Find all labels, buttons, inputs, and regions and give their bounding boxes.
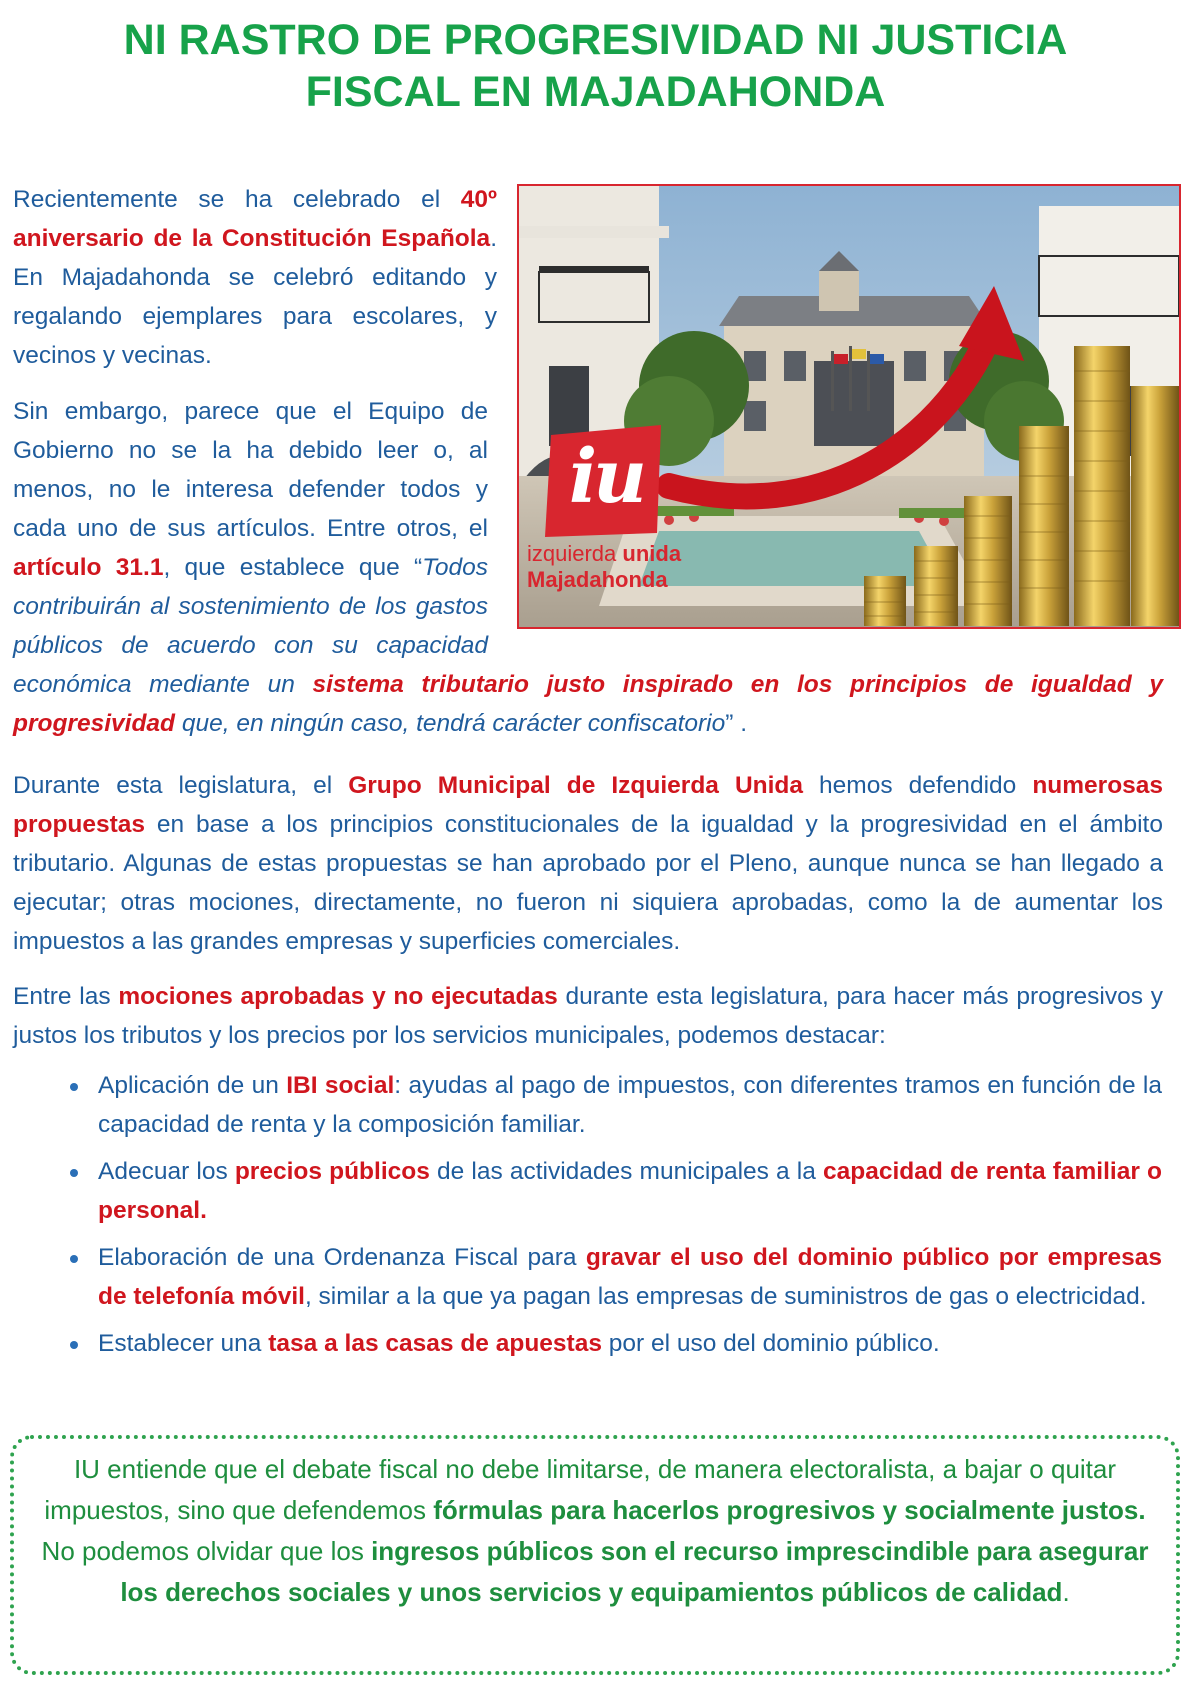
photo-float-spacer [488, 392, 1163, 628]
page-title [0, 14, 1191, 118]
motions-text-2: durante esta legislatura, para hacer más progresivos y justos los tributos y los precios por los servicios municipales, podemos destacar: [13, 983, 1163, 1049]
motions-highlight: mociones aprobadas y no ejecutadas [118, 983, 558, 1010]
list-item: Aplicación de un IBI social: ayudas al pago de impuestos, con diferentes tramos en función de la capacidad de renta y la composición familiar. [66, 1066, 1162, 1144]
paragraph-proposals [13, 766, 1163, 961]
proposals-highlight: numerosas propuestas [13, 772, 1164, 838]
motions-text-1: Entre las [13, 983, 119, 1010]
callout-highlight-1: fórmulas para hacerlos progresivos y socialmente justos. [433, 1495, 1146, 1525]
intro-text-1: Recientemente se ha celebrado el [13, 186, 461, 213]
article-text-3: ” . [725, 710, 748, 737]
callout-highlight-2: ingresos públicos son el recurso imprescindible para asegurar los derechos sociales y unos servicios y equipamientos públicos de calidad [120, 1536, 1149, 1607]
bullet-icon [70, 1341, 78, 1349]
logo-word-izquierda: izquierda [527, 541, 623, 566]
conclusion-callout [10, 1435, 1180, 1675]
callout-text-1: IU entiende que el debate fiscal no debe limitarse, de manera electoralista, a bajar o quitar impuestos, sino que defendemos [44, 1454, 1117, 1525]
title-line-1: NI RASTRO DE PROGRESIVIDAD NI JUSTICIA [123, 16, 1068, 64]
article-quote-highlight: sistema tributario justo inspirado en los principios de igualdad y progresividad [13, 671, 1163, 737]
list-item: Adecuar los precios públicos de las actividades municipales a la capacidad de renta familiar o personal. [66, 1152, 1162, 1230]
intro-text-2: . En Majadahonda se celebró editando y regalando ejemplares para escolares, y vecinos y vecinas. [13, 225, 497, 369]
logo-word-majadahonda: Majadahonda [527, 567, 668, 592]
title-line-2: FISCAL EN MAJADAHONDA [305, 68, 886, 116]
list-item: Elaboración de una Ordenanza Fiscal para gravar el uso del dominio público por empresas de telefonía móvil, similar a la que ya pagan las empresas de suministros de gas o electricidad. [66, 1238, 1162, 1316]
paragraph-motions [13, 977, 1163, 1055]
article-text-2: , que establece que “ [163, 554, 423, 581]
bullet-icon [70, 1083, 78, 1091]
proposals-text-2: hemos defendido [803, 772, 1033, 799]
callout-text-3: . [1062, 1577, 1070, 1607]
proposals-text-1: Durante esta legislatura, el [13, 772, 349, 799]
bullet-icon [70, 1255, 78, 1263]
intro-highlight: 40º aniversario de la Constitución Española [13, 186, 497, 252]
logo-word-unida: unida [622, 541, 682, 566]
iu-logo-mark: iu [569, 434, 643, 520]
article-text-1: Sin embargo, parece que el Equipo de Gobierno no se la ha debido leer o, al menos, no le interesa defender todos y cada uno de sus artículos. Entre otros, el [13, 398, 488, 542]
proposals-group-name: Grupo Municipal de Izquierda Unida [348, 772, 804, 799]
list-item: Establecer una tasa a las casas de apuestas por el uso del dominio público. [66, 1324, 1162, 1363]
paragraph-article [13, 392, 1163, 743]
motions-list [66, 1066, 1162, 1371]
paragraph-intro [13, 180, 497, 375]
bullet-icon [70, 1169, 78, 1177]
callout-text-2: No podemos olvidar que los [41, 1536, 372, 1566]
article-quote-1: Todos contribuirán al sostenimiento de los gastos públicos de acuerdo con su capacidad económica mediante un [13, 554, 488, 698]
article-quote-2: que, en ningún caso, tendrá carácter confiscatorio [175, 710, 726, 737]
proposals-text-3: en base a los principios constitucionales de la igualdad y la progresividad en el ámbito tributario. Algunas de estas propuestas se han aprobado por el Pleno, aunque nunca se han llegado a ejecutar; otras mociones, directamente, no fueron ni siquiera aprobadas, como la de aumentar los impuestos a las grandes empresas y superficies comerciales. [13, 811, 1163, 955]
article-number: artículo 31.1 [13, 554, 164, 581]
